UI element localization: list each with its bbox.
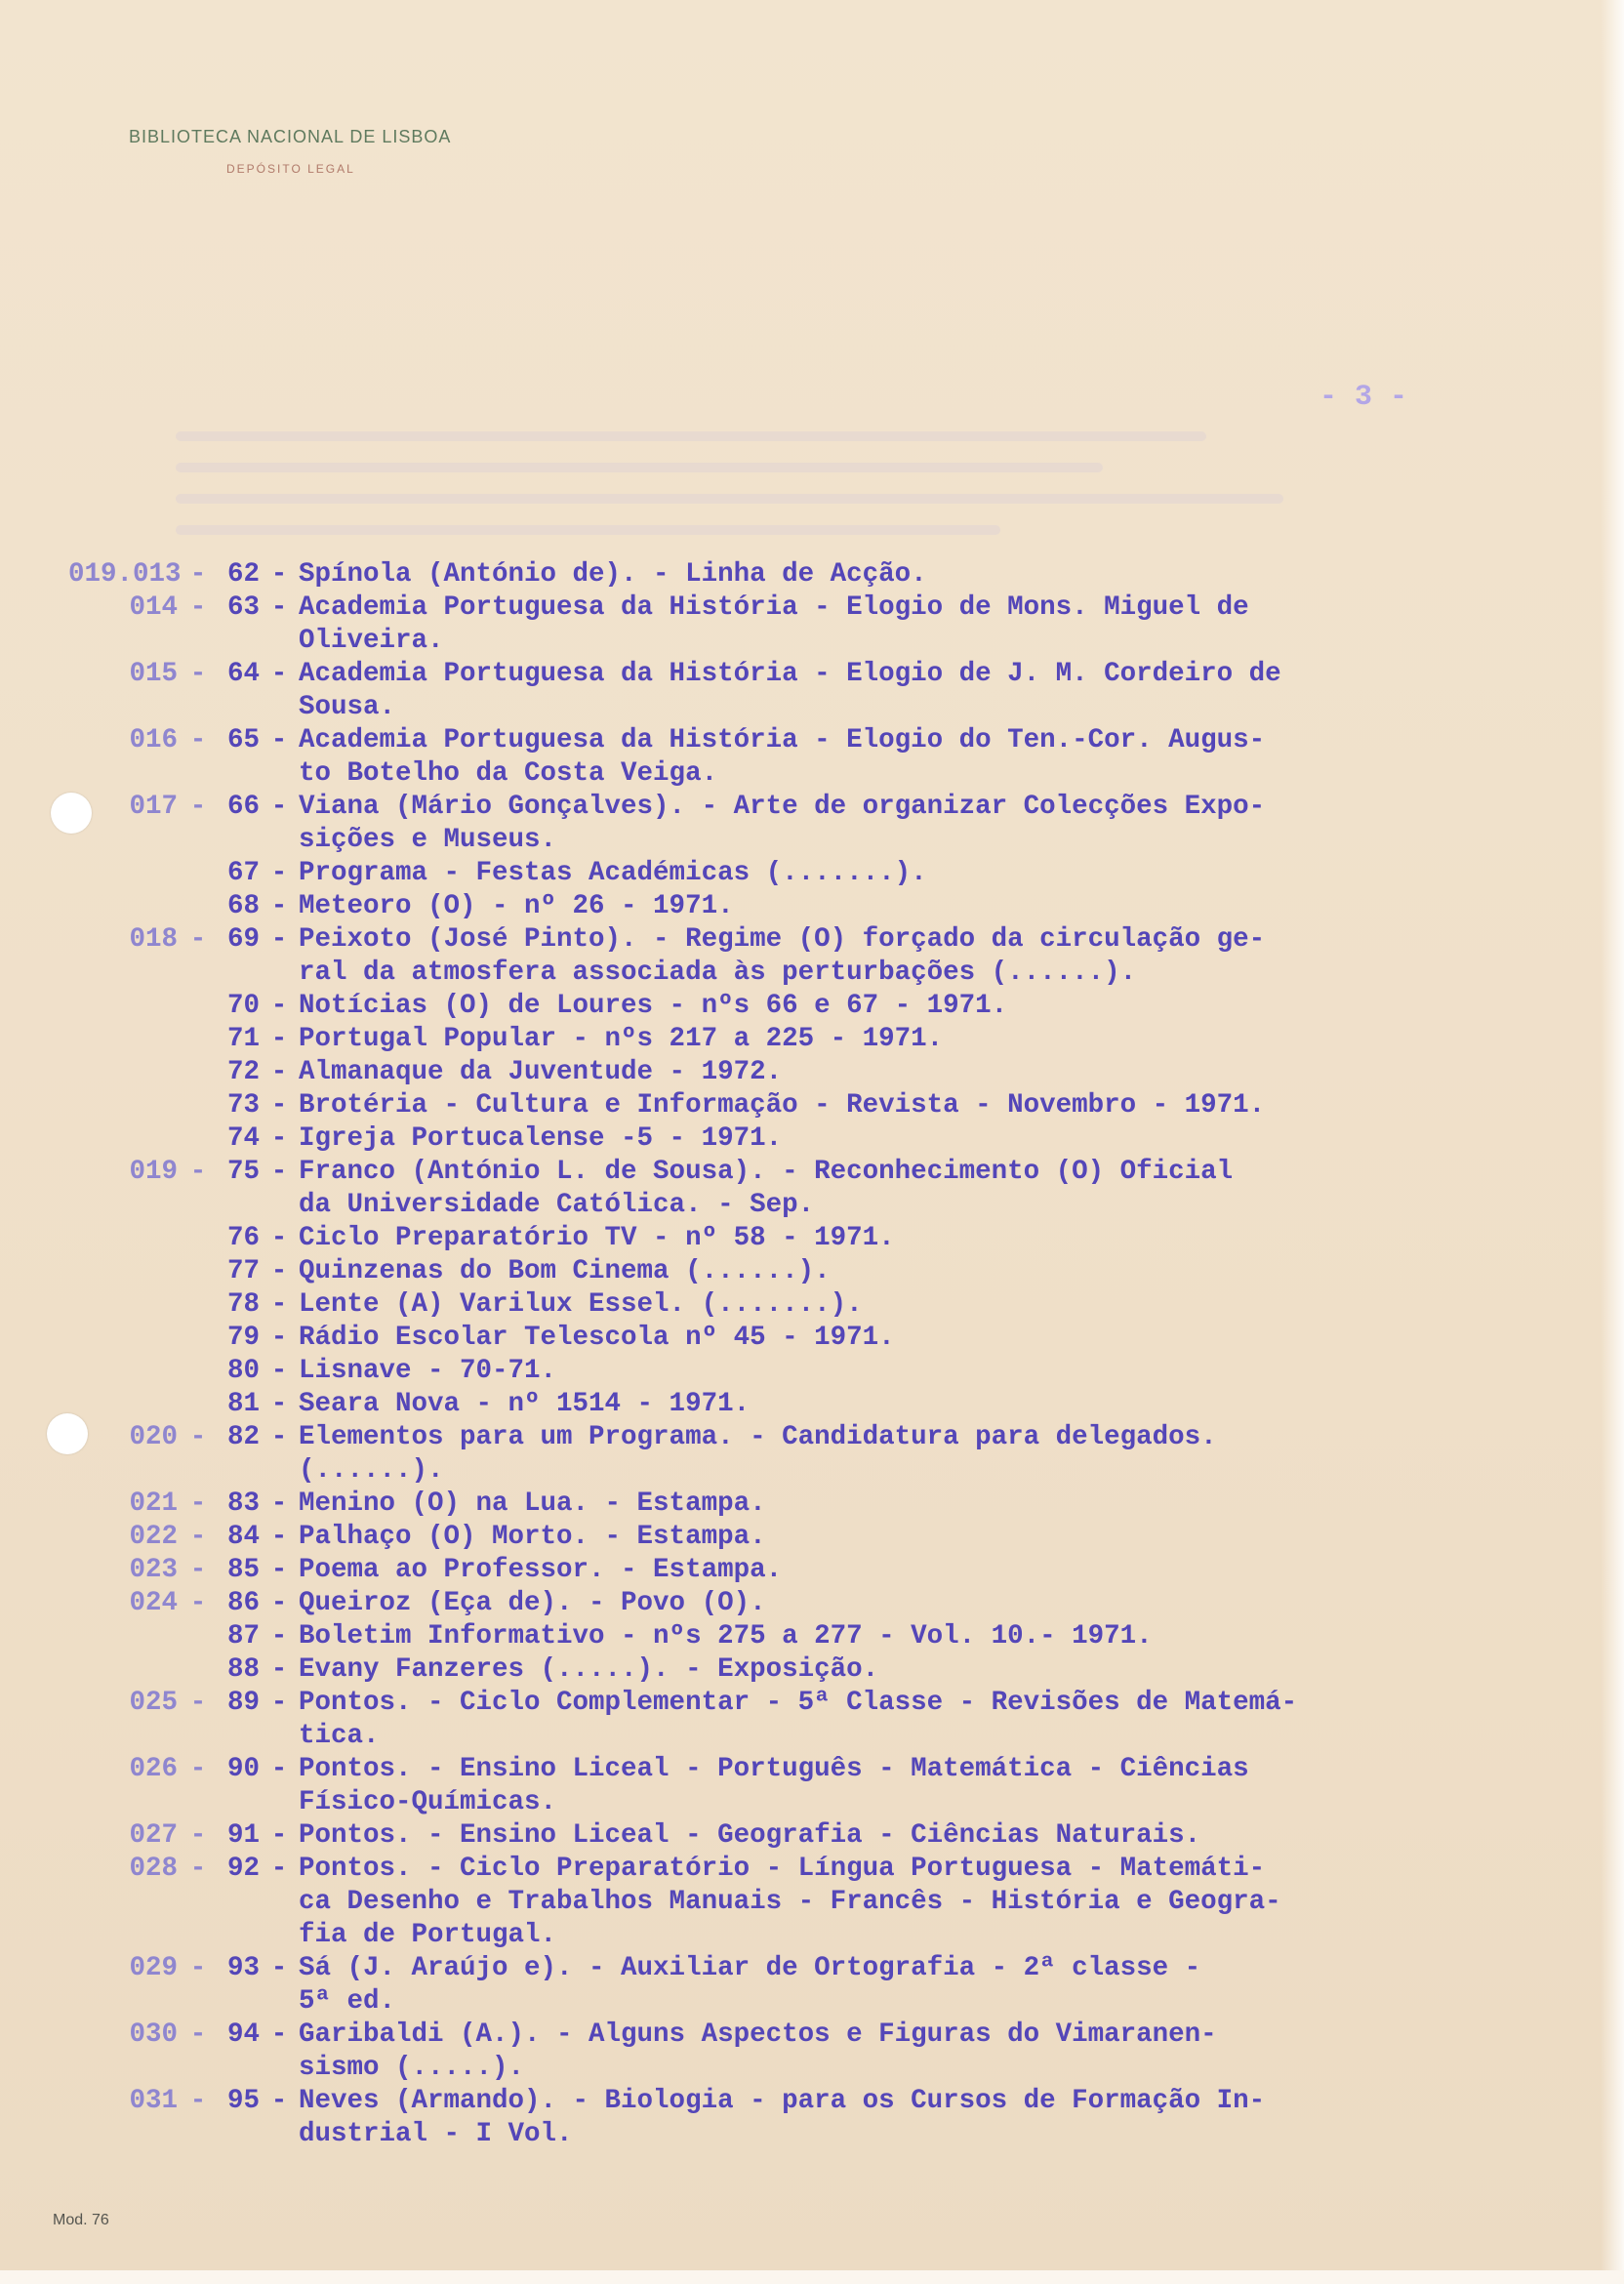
register-entry <box>68 1620 1601 1653</box>
separator-dash: - <box>270 924 288 955</box>
sequence-number: 75 <box>226 1157 260 1187</box>
entry-title: Programa - Festas Académicas (.......). <box>299 858 927 888</box>
separator-dash <box>178 1222 219 1255</box>
separator-dash: - <box>270 592 288 623</box>
separator-dash: - <box>270 991 288 1021</box>
entry-title-continuation: Sousa. <box>299 692 396 722</box>
form-identifier: Mod. 76 <box>53 2212 109 2228</box>
separator-dash: - <box>270 1522 288 1552</box>
sequence-number: 94 <box>226 2019 260 2050</box>
register-number: 020 <box>129 1422 178 1452</box>
register-entry <box>68 857 1601 890</box>
register-entry <box>68 1521 1601 1554</box>
separator-dash <box>178 990 219 1023</box>
sequence-number: 92 <box>226 1854 260 1884</box>
separator-dash: - <box>270 1223 288 1253</box>
separator-dash: - <box>189 1820 207 1851</box>
separator-dash: - <box>270 725 288 755</box>
separator-dash: - <box>270 1057 288 1087</box>
separator-dash <box>178 1023 219 1056</box>
separator-dash: - <box>270 1854 288 1884</box>
separator-dash: - <box>270 1953 288 1983</box>
register-number <box>68 1089 178 1122</box>
sequence-number: 79 <box>226 1323 260 1353</box>
register-number <box>68 857 178 890</box>
entry-title: Boletim Informativo - nºs 275 a 277 - Vol. 10.- 1971. <box>299 1621 1153 1652</box>
separator-dash: - <box>189 1555 207 1585</box>
register-number: 028 <box>129 1854 178 1884</box>
entry-title: Pontos. - Ciclo Preparatório - Língua Portuguesa - Matemáti- <box>299 1854 1266 1884</box>
entry-title: Queiroz (Eça de). - Povo (O). <box>299 1588 766 1618</box>
register-number <box>68 1288 178 1322</box>
sequence-number: 67 <box>226 858 260 888</box>
entry-title: Peixoto (José Pinto). - Regime (O) forçado da circulação ge- <box>299 924 1266 955</box>
entry-title-continuation: dustrial - I Vol. <box>299 2119 573 2149</box>
register-number: 024 <box>129 1588 178 1618</box>
sequence-number: 65 <box>226 725 260 755</box>
page-bottom-edge <box>0 2270 1624 2284</box>
register-entry <box>68 1587 1601 1620</box>
entry-title: Lisnave - 70-71. <box>299 1356 557 1386</box>
register-entry <box>68 1687 1601 1753</box>
sequence-number: 68 <box>226 891 260 921</box>
separator-dash: - <box>270 559 288 590</box>
register-number <box>68 990 178 1023</box>
entry-title: Seara Nova - nº 1514 - 1971. <box>299 1389 751 1419</box>
sequence-number: 86 <box>226 1588 260 1618</box>
sequence-number: 82 <box>226 1422 260 1452</box>
separator-dash: - <box>189 1688 207 1718</box>
register-entry <box>68 1056 1601 1089</box>
register-number: 026 <box>129 1754 178 1784</box>
register-entry <box>68 990 1601 1023</box>
register-entry <box>68 1322 1601 1355</box>
register-entry <box>68 1156 1601 1222</box>
entry-title-continuation: sismo (.....). <box>299 2053 525 2083</box>
separator-dash: - <box>189 1422 207 1452</box>
entry-title: Poema ao Professor. - Estampa. <box>299 1555 783 1585</box>
register-number: 023 <box>129 1555 178 1585</box>
separator-dash: - <box>270 1754 288 1784</box>
separator-dash: - <box>189 2086 207 2116</box>
register-number: 017 <box>129 792 178 822</box>
separator-dash: - <box>270 1256 288 1286</box>
entry-title: Elementos para um Programa. - Candidatura para delegados. <box>299 1422 1217 1452</box>
register-entry <box>68 1255 1601 1288</box>
separator-dash: - <box>270 1422 288 1452</box>
register-number <box>68 1222 178 1255</box>
entry-title: Franco (António L. de Sousa). - Reconhecimento (O) Oficial <box>299 1157 1234 1187</box>
register-number <box>68 1056 178 1089</box>
entry-title: Neves (Armando). - Biologia - para os Cursos de Formação In- <box>299 2086 1266 2116</box>
entry-title-continuation: Oliveira. <box>299 626 444 656</box>
separator-dash: - <box>189 1522 207 1552</box>
sequence-number: 77 <box>226 1256 260 1286</box>
separator-dash <box>178 1288 219 1322</box>
separator-dash: - <box>189 592 207 623</box>
register-entry <box>68 1853 1601 1952</box>
sequence-number: 66 <box>226 792 260 822</box>
separator-dash: - <box>189 792 207 822</box>
register-entry <box>68 2085 1601 2151</box>
entry-title: Quinzenas do Bom Cinema (......). <box>299 1256 831 1286</box>
separator-dash: - <box>270 1356 288 1386</box>
register-entry <box>68 1388 1601 1421</box>
separator-dash <box>178 1355 219 1388</box>
entry-title-continuation: da Universidade Católica. - Sep. <box>299 1190 815 1220</box>
sequence-number: 62 <box>226 559 260 590</box>
sequence-number: 72 <box>226 1057 260 1087</box>
separator-dash: - <box>270 2019 288 2050</box>
separator-dash: - <box>270 1555 288 1585</box>
register-number: 019.013 <box>68 559 182 590</box>
entry-title: Academia Portuguesa da História - Elogio de J. M. Cordeiro de <box>299 659 1281 689</box>
sequence-number: 76 <box>226 1223 260 1253</box>
entry-title: Meteoro (O) - nº 26 - 1971. <box>299 891 734 921</box>
separator-dash: - <box>189 1754 207 1784</box>
register-entry <box>68 1089 1601 1122</box>
register-number: 025 <box>129 1688 178 1718</box>
separator-dash: - <box>270 858 288 888</box>
separator-dash <box>178 890 219 923</box>
entry-title-continuation: to Botelho da Costa Veiga. <box>299 758 718 789</box>
entry-title: Rádio Escolar Telescola nº 45 - 1971. <box>299 1323 895 1353</box>
separator-dash: - <box>270 1323 288 1353</box>
letterhead-department: DEPÓSITO LEGAL <box>226 162 355 176</box>
entry-title-continuation: fia de Portugal. <box>299 1920 557 1950</box>
register-number <box>68 1255 178 1288</box>
register-entry <box>68 1753 1601 1819</box>
entry-title: Igreja Portucalense -5 - 1971. <box>299 1123 783 1154</box>
separator-dash: - <box>270 1621 288 1652</box>
register-number: 016 <box>129 725 178 755</box>
register-entry <box>68 591 1601 658</box>
register-entry <box>68 1488 1601 1521</box>
sequence-number: 73 <box>226 1090 260 1121</box>
sequence-number: 95 <box>226 2086 260 2116</box>
sequence-number: 80 <box>226 1356 260 1386</box>
separator-dash <box>178 1122 219 1156</box>
entry-title: Pontos. - Ciclo Complementar - 5ª Classe - Revisões de Matemá- <box>299 1688 1298 1718</box>
entry-title-continuation: 5ª ed. <box>299 1986 396 2017</box>
separator-dash: - <box>270 1588 288 1618</box>
sequence-number: 69 <box>226 924 260 955</box>
register-entry <box>68 1653 1601 1687</box>
separator-dash: - <box>189 2019 207 2050</box>
entry-title: Almanaque da Juventude - 1972. <box>299 1057 783 1087</box>
deposit-register-list <box>68 558 1601 2151</box>
separator-dash: - <box>270 891 288 921</box>
sequence-number: 90 <box>226 1754 260 1784</box>
separator-dash: - <box>189 559 207 590</box>
separator-dash: - <box>270 1024 288 1054</box>
separator-dash <box>178 1089 219 1122</box>
entry-title: Menino (O) na Lua. - Estampa. <box>299 1489 766 1519</box>
register-entry <box>68 1819 1601 1853</box>
sequence-number: 83 <box>226 1489 260 1519</box>
sequence-number: 93 <box>226 1953 260 1983</box>
register-number: 022 <box>129 1522 178 1552</box>
register-number <box>68 1620 178 1653</box>
register-entry <box>68 1222 1601 1255</box>
register-entry <box>68 1554 1601 1587</box>
entry-title-continuation: sições e Museus. <box>299 825 557 855</box>
separator-dash <box>178 1388 219 1421</box>
page-edge <box>1601 0 1624 2284</box>
separator-dash <box>178 1255 219 1288</box>
register-entry <box>68 658 1601 724</box>
register-number <box>68 890 178 923</box>
separator-dash: - <box>270 1289 288 1320</box>
sequence-number: 88 <box>226 1654 260 1685</box>
entry-title: Garibaldi (A.). - Alguns Aspectos e Figuras do Vimaranen- <box>299 2019 1217 2050</box>
entry-title-continuation: tica. <box>299 1721 380 1751</box>
sequence-number: 84 <box>226 1522 260 1552</box>
entry-title: Academia Portuguesa da História - Elogio de Mons. Miguel de <box>299 592 1249 623</box>
entry-title: Academia Portuguesa da História - Elogio do Ten.-Cor. Augus- <box>299 725 1266 755</box>
register-number: 015 <box>129 659 178 689</box>
separator-dash <box>178 1056 219 1089</box>
entry-title: Spínola (António de). - Linha de Acção. <box>299 559 927 590</box>
entry-title-continuation: ral da atmosfera associada às perturbações (......). <box>299 958 1137 988</box>
entry-title: Evany Fanzeres (.....). - Exposição. <box>299 1654 879 1685</box>
entry-title: Viana (Mário Gonçalves). - Arte de organizar Colecções Expo- <box>299 792 1266 822</box>
register-number: 018 <box>129 924 178 955</box>
register-entry <box>68 1421 1601 1488</box>
register-entry <box>68 923 1601 990</box>
separator-dash: - <box>270 1654 288 1685</box>
entry-title: Notícias (O) de Loures - nºs 66 e 67 - 1971. <box>299 991 1008 1021</box>
register-entry <box>68 791 1601 857</box>
separator-dash: - <box>270 1489 288 1519</box>
separator-dash <box>178 857 219 890</box>
separator-dash: - <box>189 924 207 955</box>
separator-dash: - <box>270 1123 288 1154</box>
register-number: 027 <box>129 1820 178 1851</box>
separator-dash: - <box>189 1953 207 1983</box>
register-number <box>68 1023 178 1056</box>
register-number <box>68 1653 178 1687</box>
separator-dash: - <box>270 1820 288 1851</box>
separator-dash: - <box>270 2086 288 2116</box>
separator-dash: - <box>270 1157 288 1187</box>
separator-dash: - <box>189 725 207 755</box>
register-number: 031 <box>129 2086 178 2116</box>
sequence-number: 85 <box>226 1555 260 1585</box>
page-number: - 3 - <box>1320 381 1408 414</box>
register-entry <box>68 890 1601 923</box>
entry-title: Portugal Popular - nºs 217 a 225 - 1971. <box>299 1024 944 1054</box>
sequence-number: 63 <box>226 592 260 623</box>
sequence-number: 74 <box>226 1123 260 1154</box>
register-number <box>68 1355 178 1388</box>
separator-dash: - <box>189 659 207 689</box>
register-entry <box>68 2019 1601 2085</box>
register-entry <box>68 724 1601 791</box>
sequence-number: 64 <box>226 659 260 689</box>
register-entry <box>68 1355 1601 1388</box>
register-entry <box>68 1288 1601 1322</box>
sequence-number: 70 <box>226 991 260 1021</box>
register-number: 029 <box>129 1953 178 1983</box>
sequence-number: 91 <box>226 1820 260 1851</box>
entry-title-continuation: ca Desenho e Trabalhos Manuais - Francês - História e Geogra- <box>299 1887 1281 1917</box>
separator-dash <box>178 1620 219 1653</box>
register-number: 021 <box>129 1489 178 1519</box>
sequence-number: 78 <box>226 1289 260 1320</box>
separator-dash <box>178 1653 219 1687</box>
separator-dash: - <box>270 1688 288 1718</box>
entry-title: Palhaço (O) Morto. - Estampa. <box>299 1522 766 1552</box>
entry-title: Ciclo Preparatório TV - nº 58 - 1971. <box>299 1223 895 1253</box>
register-number: 030 <box>129 2019 178 2050</box>
sequence-number: 87 <box>226 1621 260 1652</box>
sequence-number: 71 <box>226 1024 260 1054</box>
entry-title: Sá (J. Araújo e). - Auxiliar de Ortografia - 2ª classe - <box>299 1953 1201 1983</box>
entry-title-continuation: (......). <box>299 1455 444 1486</box>
sequence-number: 81 <box>226 1389 260 1419</box>
separator-dash: - <box>189 1489 207 1519</box>
letterhead-institution: BIBLIOTECA NACIONAL DE LISBOA <box>129 127 452 146</box>
register-entry <box>68 1023 1601 1056</box>
entry-title: Pontos. - Ensino Liceal - Geografia - Ciências Naturais. <box>299 1820 1201 1851</box>
separator-dash: - <box>189 1588 207 1618</box>
separator-dash: - <box>189 1157 207 1187</box>
entry-title: Lente (A) Varilux Essel. (.......). <box>299 1289 863 1320</box>
separator-dash: - <box>270 659 288 689</box>
entry-title-continuation: Físico-Químicas. <box>299 1787 557 1817</box>
entry-title: Brotéria - Cultura e Informação - Revista - Novembro - 1971. <box>299 1090 1266 1121</box>
register-number <box>68 1388 178 1421</box>
register-number: 014 <box>129 592 178 623</box>
entry-title: Pontos. - Ensino Liceal - Português - Matemática - Ciências <box>299 1754 1249 1784</box>
separator-dash: - <box>270 1090 288 1121</box>
separator-dash: - <box>189 1854 207 1884</box>
separator-dash: - <box>270 1389 288 1419</box>
register-entry <box>68 1122 1601 1156</box>
separator-dash: - <box>270 792 288 822</box>
register-number: 019 <box>129 1157 178 1187</box>
register-entry <box>68 1952 1601 2019</box>
sequence-number: 89 <box>226 1688 260 1718</box>
register-entry <box>68 558 1601 591</box>
register-number <box>68 1322 178 1355</box>
separator-dash <box>178 1322 219 1355</box>
register-number <box>68 1122 178 1156</box>
